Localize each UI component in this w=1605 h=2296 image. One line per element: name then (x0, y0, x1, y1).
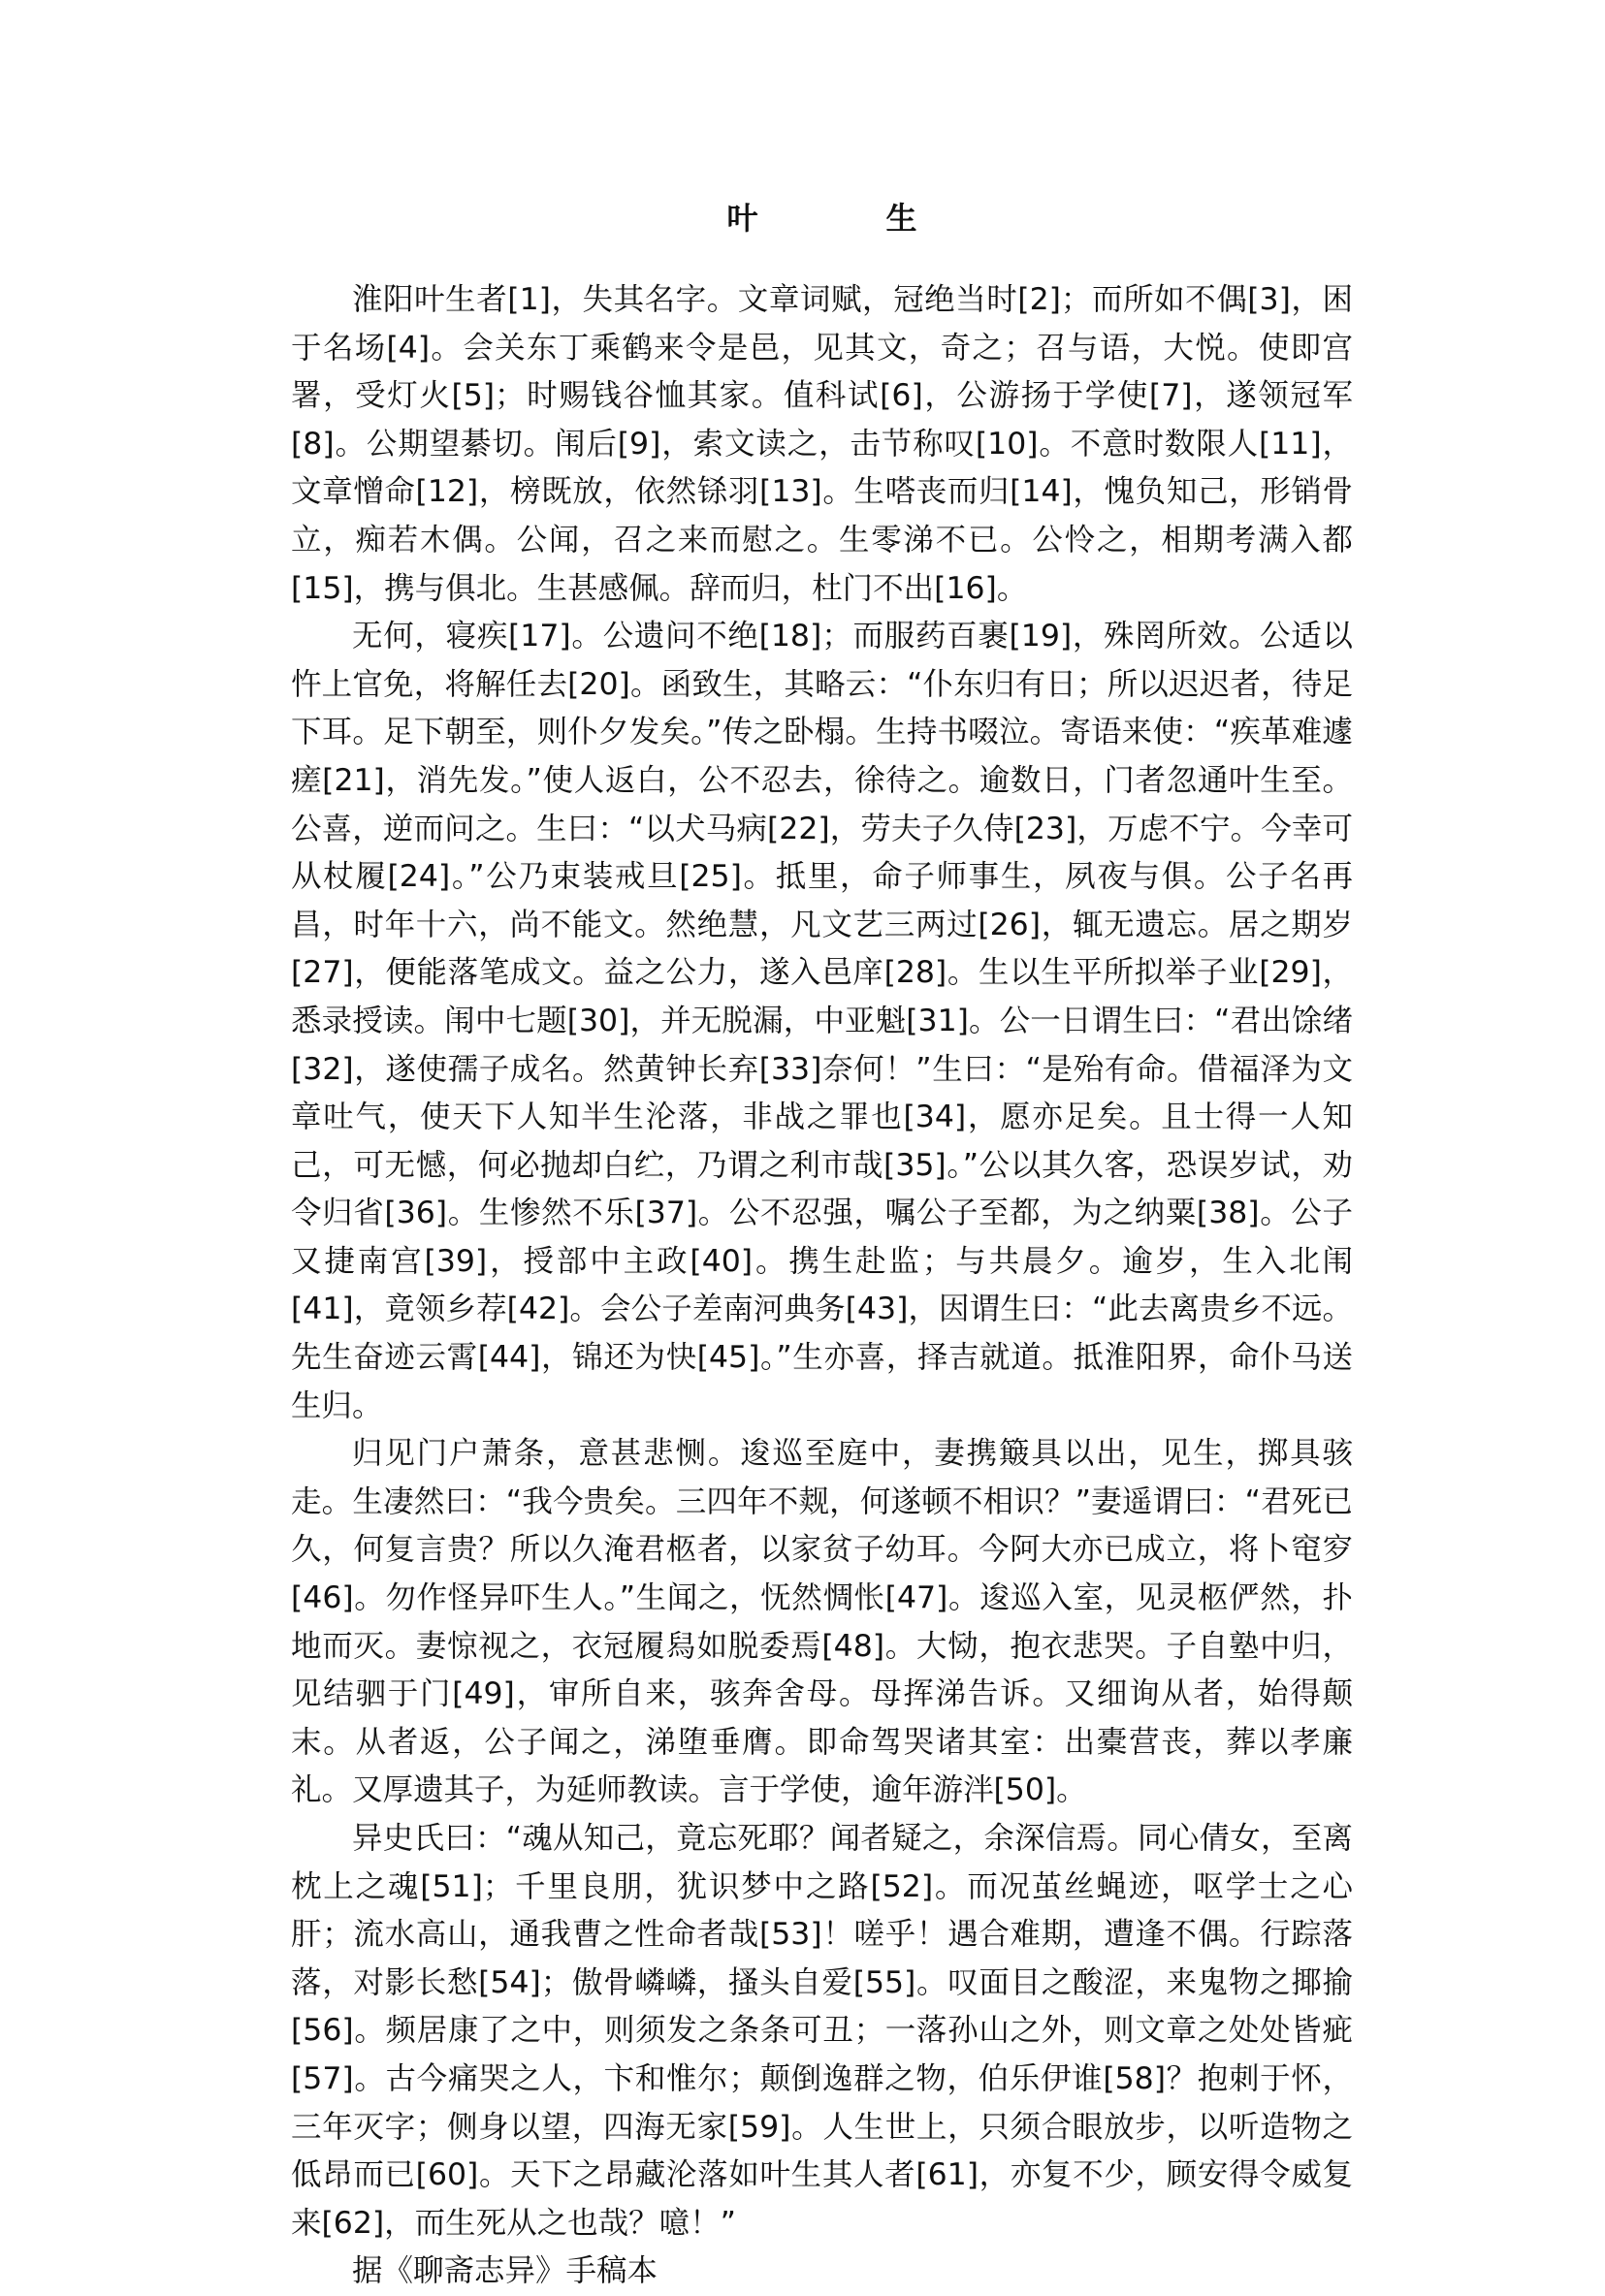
paragraph-4: 异史氏曰：“魂从知己，竟忘死耶？闻者疑之，余深信焉。同心倩女，至离枕上之魂[51]；千里良朋，犹识梦中之路[52]。而况茧丝蝇迹，呕学士之心肝；流水高山，通我曹之性命者哉[53]！嗟乎！遇合难期，遭逢不偶。行踪落落，对影长愁[54]；傲骨嶙嶙，搔头自爱[55]。叹面目之酸涩，来鬼物之揶揄[56]。频居康了之中，则须发之条条可丑；一落孙山之外，则文章之处处皆疵[57]。古今痛哭之人，卞和惟尔；颠倒逸群之物，伯乐伊谁[58]？抱刺于怀，三年灭字；侧身以望，四海无家[59]。人生世上，只须合眼放步，以听造物之低昂而已[60]。天下之昂藏沦落如叶生其人者[61]，亦复不少，顾安得令威复来[62]，而生死从之也哉？噫！” (291, 1821, 1353, 2241)
source-note: 据《聊斋志异》手稿本 (352, 2253, 658, 2289)
paragraph-2: 无何，寝疾[17]。公遗问不绝[18]；而服药百裹[19]，殊罔所效。公适以忤上官免，将解任去[20]。函致生，其略云：“仆东归有日；所以迟迟者，待足下耳。足下朝至，则仆夕发矣。”传之卧榻。生持书啜泣。寄语来使：“疾革难遽瘥[21]，消先发。”使人返白，公不忍去，徐待之。逾数日，门者忽通叶生至。公喜，逆而问之。生曰：“以犬马病[22]，劳夫子久侍[23]，万虑不宁。今幸可从杖履[24]。”公乃束装戒旦[25]。抵里，命子师事生，夙夜与俱。公子名再昌，时年十六，尚不能文。然绝慧，凡文艺三两过[26]，辄无遗忘。居之期岁[27]，便能落笔成文。益之公力，遂入邑庠[28]。生以生平所拟举子业[29]，悉录授读。闱中七题[30]，并无脱漏，中亚魁[31]。公一日谓生曰：“君出馀绪[32]，遂使孺子成名。然黄钟长弃[33]奈何！”生曰：“是殆有命。借福泽为文章吐气，使天下人知半生沦落，非战之罪也[34]，愿亦足矣。且士得一人知己，可无憾，何必抛却白纻，乃谓之利市哉[35]。”公以其久客，恐误岁试，劝令归省[36]。生惨然不乐[37]。公不忍强，嘱公子至都，为之纳粟[38]。公子又捷南宫[39]，授部中主政[40]。携生赴监；与共晨夕。逾岁，生入北闱[41]，竟领乡荐[42]。会公子差南河典务[43]，因谓生曰：“此去离贵乡不远。先生奋迹云霄[44]，锦还为快[45]。”生亦喜，择吉就道。抵淮阳界，命仆马送生归。 (291, 619, 1353, 1423)
page-title: 叶 生 (726, 200, 966, 237)
paragraph-1: 淮阳叶生者[1]，失其名字。文章词赋，冠绝当时[2]；而所如不偶[3]，困于名场[4]。会关东丁乘鹤来令是邑，见其文，奇之；召与语，大悦。使即宫署，受灯火[5]；时赐钱谷恤其家。值科试[6]，公游扬于学使[7]，遂领冠军[8]。公期望綦切。闱后[9]，索文读之，击节称叹[10]。不意时数限人[11]，文章憎命[12]，榜既放，依然铩羽[13]。生嗒丧而归[14]，愧负知己，形销骨立，痴若木偶。公闻，召之来而慰之。生零涕不已。公怜之，相期考满入都[15]，携与俱北。生甚感佩。辞而归，杜门不出[16]。 (291, 282, 1353, 606)
document-page (291, 199, 1353, 2296)
paragraph-3: 归见门户萧条，意甚悲恻。逡巡至庭中，妻携簸具以出，见生，掷具骇走。生凄然曰：“我今贵矣。三四年不觌，何遂顿不相识？”妻遥谓曰：“君死已久，何复言贵？所以久淹君柩者，以家贫子幼耳。今阿大亦已成立，将卜窀穸[46]。勿作怪异吓生人。”生闻之，怃然惆怅[47]。逡巡入室，见灵柩俨然，扑地而灭。妻惊视之，衣冠履舄如脱委焉[48]。大恸，抱衣悲哭。子自塾中归，见结驷于门[49]，审所自来，骇奔舍母。母挥涕告诉。又细询从者，始得颠末。从者返，公子闻之，涕堕垂膺。即命驾哭诸其室：出橐营丧，葬以孝廉礼。又厚遗其子，为延师教读。言于学使，逾年游泮[50]。 (291, 1436, 1353, 1808)
